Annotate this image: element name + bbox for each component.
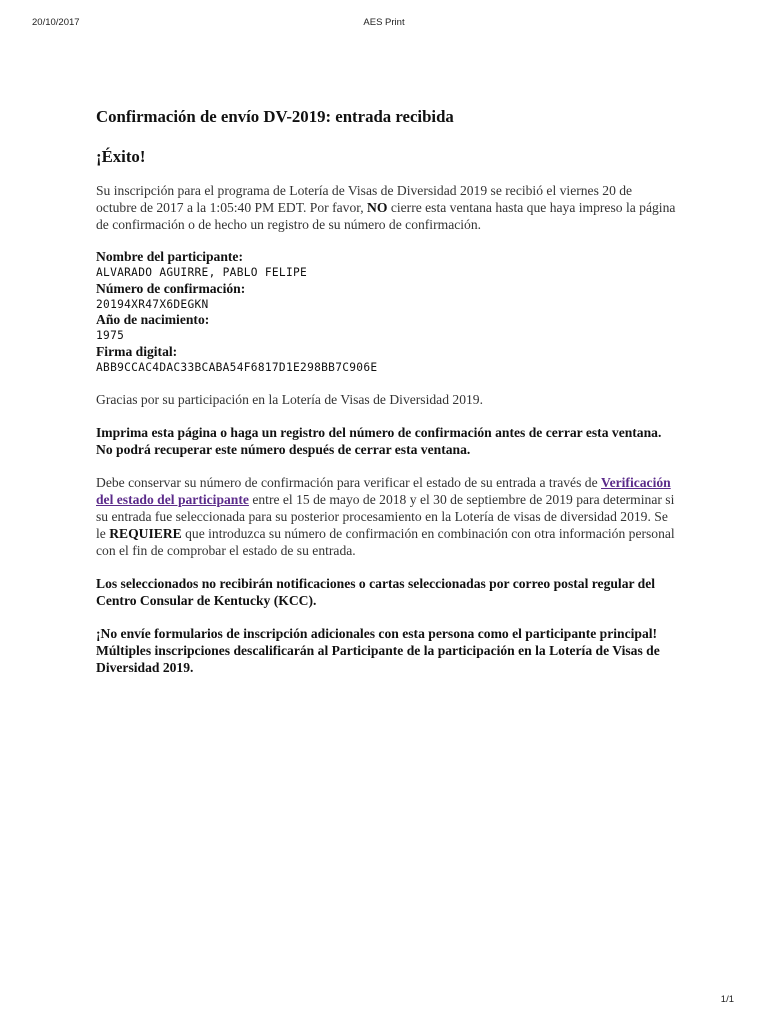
participant-name-value: ALVARADO AGUIRRE, PABLO FELIPE: [96, 266, 308, 279]
multiple-entries-notice-paragraph: ¡No envíe formularios de inscripción adicionales con esta persona como el participante principal! Múltiples inscripciones descalificarán al Participante de la participación en la Lotería de Visas de Diversidad 2019.: [96, 626, 660, 675]
intro-paragraph: [96, 182, 676, 233]
participant-status-link[interactable]: Verificación del estado del participante: [96, 475, 671, 507]
digital-signature-label: Firma digital:: [96, 343, 178, 359]
success-heading: ¡Éxito!: [96, 147, 146, 166]
print-header: [0, 17, 768, 31]
participant-name-label: Nombre del participante:: [96, 249, 243, 264]
status-text-1: Debe conservar su número de confirmación para verificar el estado de su entrada a través de: [96, 475, 601, 490]
print-date: 20/10/2017: [32, 17, 80, 28]
birth-year-value: 1975: [96, 329, 125, 342]
kcc-notice-paragraph: Los seleccionados no recibirán notificaciones o cartas seleccionadas por correo postal regular del Centro Consular de Kentucky (KCC).: [96, 576, 656, 608]
status-paragraph: [96, 474, 676, 559]
intro-text-1: Su inscripción para el programa de Lotería de Visas de Diversidad 2019 se recibió el viernes 20 de octubre de 2017 a la 1:05:40 PM EDT. Por favor,: [96, 183, 633, 215]
page-title: Confirmación de envío DV-2019: entrada recibida: [96, 107, 454, 126]
participant-fields: [96, 249, 676, 375]
thanks-paragraph: Gracias por su participación en la Lotería de Visas de Diversidad 2019.: [96, 392, 483, 407]
print-warning-paragraph: Imprima esta página o haga un registro del número de confirmación antes de cerrar esta ventana. No podrá recuperar este número después de cerrar esta ventana.: [96, 425, 662, 457]
page-number: 1/1: [720, 994, 734, 1005]
birth-year-label: Año de nacimiento:: [96, 312, 210, 327]
confirmation-number-label: Número de confirmación:: [96, 280, 246, 296]
intro-text-2: cierre esta ventana hasta que haya impreso la página de confirmación o de hecho un registro de su número de confirmación.: [96, 200, 676, 232]
status-text-2: entre el 15 de mayo de 2018 y el 30 de septiembre de 2019 para determinar si su entrada fue seleccionada para su posterior procesamiento en la Lotería de visas de diversidad 2019. Se le: [96, 492, 675, 541]
status-emphasis: REQUIERE: [109, 526, 182, 541]
print-title: AES Print: [363, 17, 405, 28]
confirmation-document: [96, 106, 676, 692]
digital-signature-value: ABB9CCAC4DAC33BCABA54F6817D1E298BB7C906E: [96, 360, 378, 374]
status-text-3: que introduzca su número de confirmación en combinación con otra información personal con el fin de comprobar el estado de su entrada.: [96, 526, 675, 558]
intro-emphasis: NO: [367, 200, 388, 215]
confirmation-number-value: 20194XR47X6DEGKN: [96, 297, 209, 311]
